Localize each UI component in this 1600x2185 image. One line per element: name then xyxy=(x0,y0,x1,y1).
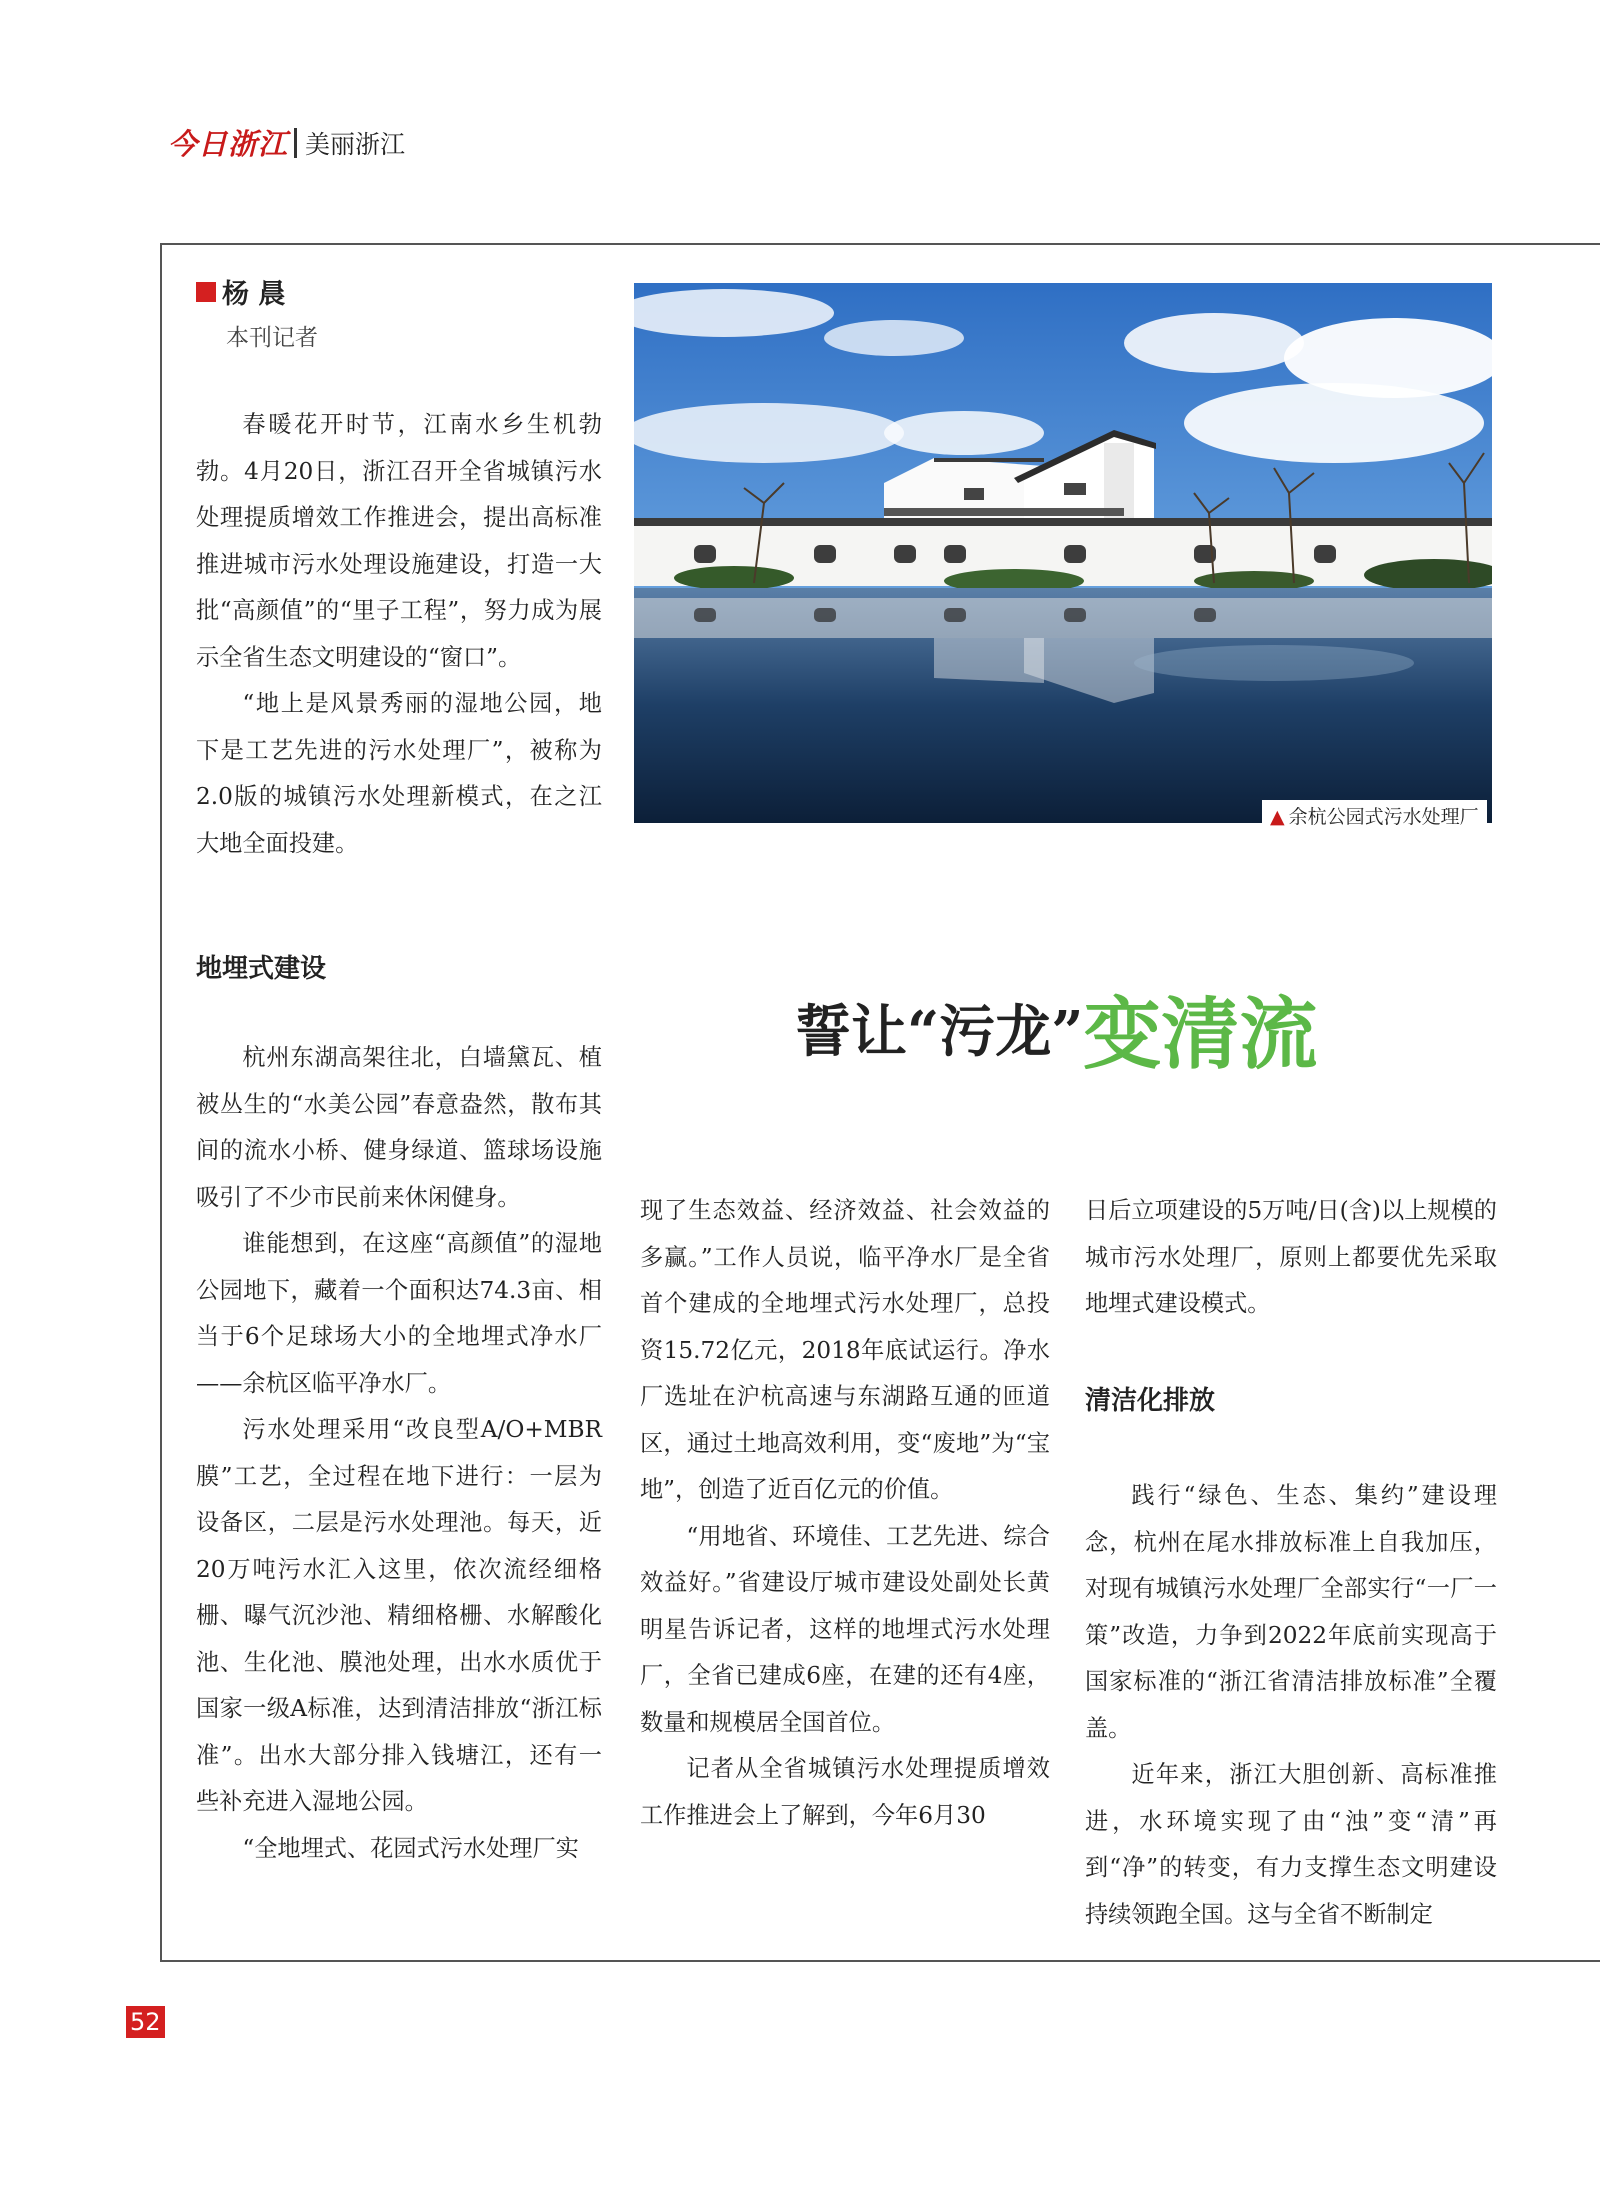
column-1-body xyxy=(196,1035,602,1872)
column-3-top xyxy=(1085,1188,1497,1328)
article-headline xyxy=(795,972,1317,1084)
column-3-body xyxy=(1085,1473,1497,1938)
paragraph: 谁能想到，在这座“高颜值”的湿地公园地下，藏着一个面积达74.3亩、相当于6个足球场大小的全地埋式净水厂——余杭区临平净水厂。 xyxy=(196,1230,602,1397)
magazine-logo: 今日浙江 xyxy=(168,127,289,161)
paragraph: 杭州东湖高架往北，白墙黛瓦、植被丛生的“水美公园”春意盎然，散布其间的流水小桥、健身绿道、篮球场设施吸引了不少市民前来休闲健身。 xyxy=(196,1044,602,1211)
article-photo xyxy=(634,283,1492,823)
triangle-marker-icon: ▲ xyxy=(1270,806,1285,828)
paragraph: 现了生态效益、经济效益、社会效益的多赢。”工作人员说，临平净水厂是全省首个建成的全地埋式污水处理厂，总投资15.72亿元，2018年底试运行。净水厂选址在沪杭高速与东湖路互通的匝道区，通过土地高效利用，变“废地”为“宝地”，创造了近百亿元的价值。 xyxy=(640,1197,1050,1503)
paragraph: 记者从全省城镇污水处理提质增效工作推进会上了解到，今年6月30 xyxy=(640,1755,1050,1829)
paragraph: 践行“绿色、生态、集约”建设理念，杭州在尾水排放标准上自我加压，对现有城镇污水处理厂全部实行“一厂一策”改造，力争到2022年底前实现高于国家标准的“浙江省清洁排放标准”全覆盖。 xyxy=(1085,1482,1497,1742)
subhead-underground: 地埋式建设 xyxy=(196,954,327,984)
page-header xyxy=(168,122,405,163)
photo-caption xyxy=(1262,800,1487,831)
paragraph: “用地省、环境佳、工艺先进、综合效益好。”省建设厅城市建设处副处长黄明星告诉记者，这样的地埋式污水处理厂，全省已建成6座，在建的还有4座，数量和规模居全国首位。 xyxy=(640,1522,1050,1736)
paragraph: “地上是风景秀丽的湿地公园，地下是工艺先进的污水处理厂”，被称为2.0版的城镇污水处理新模式，在之江大地全面投建。 xyxy=(196,690,602,857)
paragraph: 春暖花开时节，江南水乡生机勃勃。4月20日，浙江召开全省城镇污水处理提质增效工作推进会，提出高标准推进城市污水处理设施建设，打造一大批“高颜值”的“里子工程”，努力成为展示全省生态文明建设的“窗口”。 xyxy=(196,411,602,671)
headline-part-2: 变清流 xyxy=(1083,990,1318,1080)
caption-text: 余杭公园式污水处理厂 xyxy=(1288,806,1479,828)
header-divider xyxy=(294,128,297,158)
column-1-intro xyxy=(196,402,602,867)
paragraph: 日后立项建设的5万吨/日(含)以上规模的城市污水处理厂，原则上都要优先采取地埋式建设模式。 xyxy=(1085,1197,1497,1317)
paragraph: 近年来，浙江大胆创新、高标准推进，水环境实现了由“浊”变“清”再到“净”的转变，有力支撑生态文明建设持续领跑全国。这与全省不断制定 xyxy=(1085,1761,1497,1928)
headline-part-1: 誓让“污龙” xyxy=(795,999,1084,1065)
paragraph: “全地埋式、花园式污水处理厂实 xyxy=(242,1834,579,1862)
paragraph: 污水处理采用“改良型A/O+MBR膜”工艺，全过程在地下进行：一层为设备区，二层是污水处理池。每天，近20万吨污水汇入这里，依次流经细格栅、曝气沉沙池、精细格栅、水解酸化池、生化池、膜池处理，出水水质优于国家一级A标准，达到清洁排放“浙江标准”。出水大部分排入钱塘江，还有一些补充进入湿地公园。 xyxy=(196,1416,602,1815)
author-role: 本刊记者 xyxy=(226,325,318,351)
page-number: 52 xyxy=(126,2006,165,2038)
column-2 xyxy=(640,1188,1050,1839)
subhead-clean-discharge: 清洁化排放 xyxy=(1085,1386,1216,1416)
byline xyxy=(196,272,318,352)
red-square-icon xyxy=(196,282,216,302)
author-name-text: 杨 晨 xyxy=(222,279,286,310)
author-name xyxy=(196,272,318,311)
section-name: 美丽浙江 xyxy=(305,129,406,159)
